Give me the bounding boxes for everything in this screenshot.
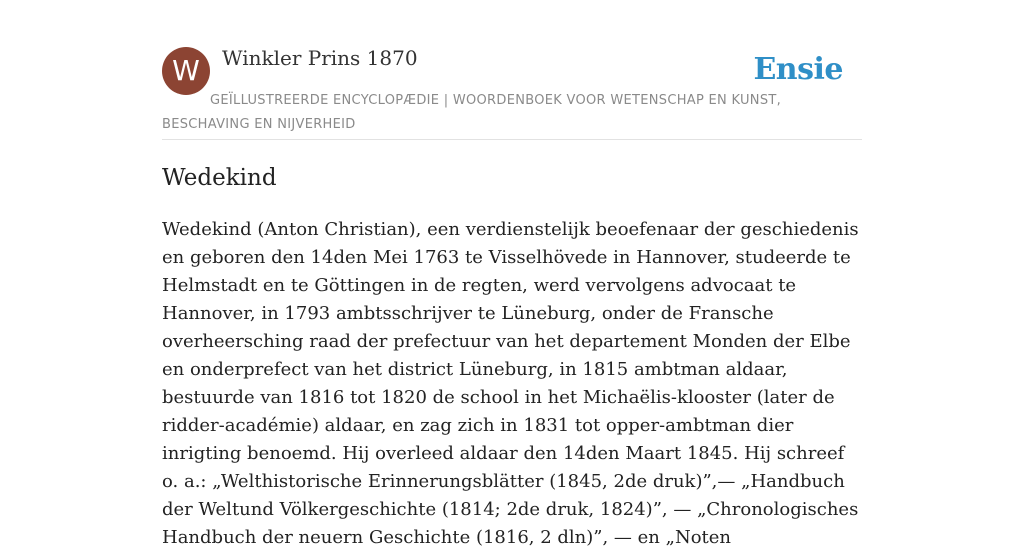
entry-body: Wedekind (Anton Christian), een verdienstelijk beoefenaar der geschiedenis en geboren den 14den Mei 1763 te Visselhövede in Hannover, studeerde te Helmstadt en te Göttingen in de regten, werd vervolgens advocaat te Hannover, in 1793 ambtsschrijver te Lüneburg, onder de Fransche overheersching raad der prefectuur van het departement Monden der Elbe en onderprefect van het district Lüneburg, in 1815 ambtman aldaar, bestuurde van 1816 tot 1820 de school in het Michaëlis-klooster (later de ridder-académie) aldaar, en zag zich in 1831 tot opper-ambtman dier inrigting benoemd. Hij overleed aldaar den 14den Maart 1845. Hij schreef o. a.: „Welthistorische Erinnerungsblätter (1845, 2de druk)”,— „Handbuch der Weltund Völkergeschichte (1814; 2de druk, 1824)”, — „Chronologisches Handbuch der neuern Geschichte (1816, 2 dln)”, — en „Noten [162,219,859,548]
header-divider [162,139,862,140]
ensie-logo-link[interactable]: Ensie [753,52,843,87]
source-title-link[interactable]: Winkler Prins 1870 [222,46,418,70]
source-subtitle: GEÏLLUSTREERDE ENCYCLOPÆDIE | WOORDENBOEK VOOR WETENSCHAP EN KUNST, BESCHAVING EN NIJVERHEID [162,93,782,132]
entry-title: Wedekind [162,165,277,191]
source-avatar[interactable] [162,47,210,95]
avatar-letter: W [172,54,200,87]
